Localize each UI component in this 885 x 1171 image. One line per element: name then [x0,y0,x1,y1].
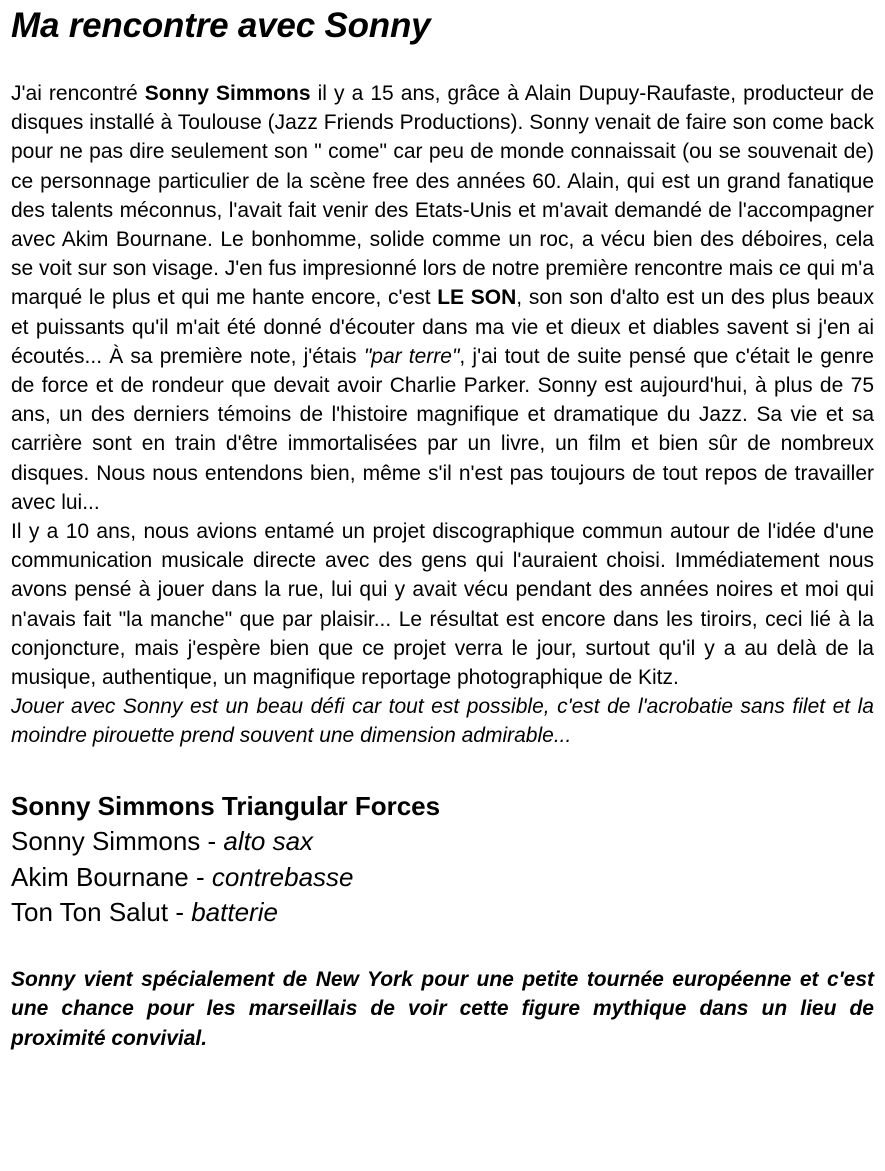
paragraph-italic-quote: Jouer avec Sonny est un beau défi car tout est possible, c'est de l'acrobatie sans filet et la moindre pirouette prend souvent une dimension admirable... [11,695,874,748]
text-span: J'ai rencontré [11,82,145,105]
paragraph-project: Il y a 10 ans, nous avions entamé un projet discographique commun autour de l'idée d'une communication musicale directe avec des gens qui l'auraient choisi. Immédiatement nous avons pensé à jouer dans la rue, lui qui y avait vécu pendant des années noires et moi qui n'avais fait "la manche" que par plaisir... Le résultat est encore dans les tiroirs, ceci lié à la conjoncture, mais j'espère bien que ce projet verra le jour, surtout qu'il y a au delà de la musique, authentique, un magnifique reportage photographique de Kitz. [11,520,874,690]
member-role: alto sax [223,826,314,857]
band-lineup [11,789,874,931]
member-name: Ton Ton Salut [11,897,169,928]
member-separator: - [188,861,212,892]
lineup-member [11,895,874,931]
band-name: Sonny Simmons Triangular Forces [11,790,441,821]
bold-le-son: LE SON [437,286,517,310]
page-title: Ma rencontre avec Sonny [11,6,431,45]
member-name: Akim Bournane [11,861,189,892]
paragraph-meeting [11,79,874,517]
text-span: , son son d'alto est un des plus beaux et puissants qu'il m'ait été donné d'écouter dans ma vie et dieux et diables savent si j'en ai écoutés... À sa première note, j'étais [11,286,874,368]
lineup-member [11,860,874,896]
member-separator: - [168,897,192,928]
text-span: il y a 15 ans, grâce à Alain Dupuy-Raufaste, producteur de disques installé à Toulouse (Jazz Friends Productions). Sonny venait de faire son come back pour ne pas dire seulement son " come" car peu de monde connaissait (ou se souvenait de) ce personnage particulier de la scène free des années 60. Alain, qui est un grand fanatique des talents méconnus, l'avait fait venir des Etats-Unis et m'avait demandé de l'accompagner avec Akim Bournane. Le bonhomme, solide comme un roc, a vécu bien des déboires, cela se voit sur son visage. J'en fus impresionné lors de notre première rencontre mais ce qui m'a marqué le plus et qui me hante encore, c'est [11,82,875,310]
lineup-member [11,824,874,860]
document-page [0,6,885,1053]
member-name: Sonny Simmons [11,826,201,857]
text-span: , j'ai tout de suite pensé que c'était le genre de force et de rondeur que devait avoir Charlie Parker. Sonny est aujourd'hui, à plus de 75 ans, un des derniers témoins de l'histoire magnifique et dramatique du Jazz. Sa vie et sa carrière sont en train d'être immortalisées par un livre, un film et bien sûr de nombreux disques. Nous nous entendons bien, même s'il n'est pas toujours de tout repos de travailler avec lui... [11,344,874,514]
closing-announcement: Sonny vient spécialement de New York pour une petite tournée européenne et c'est une chance pour les marseillais de voir cette figure mythique dans un lieu de proximité convivial. [11,967,874,1050]
bold-name-sonny-simmons: Sonny Simmons [144,82,311,105]
member-role: batterie [191,897,278,928]
italic-par-terre: "par terre" [363,344,460,368]
article-body [11,79,874,751]
member-separator: - [200,826,224,857]
member-role: contrebasse [211,861,354,892]
